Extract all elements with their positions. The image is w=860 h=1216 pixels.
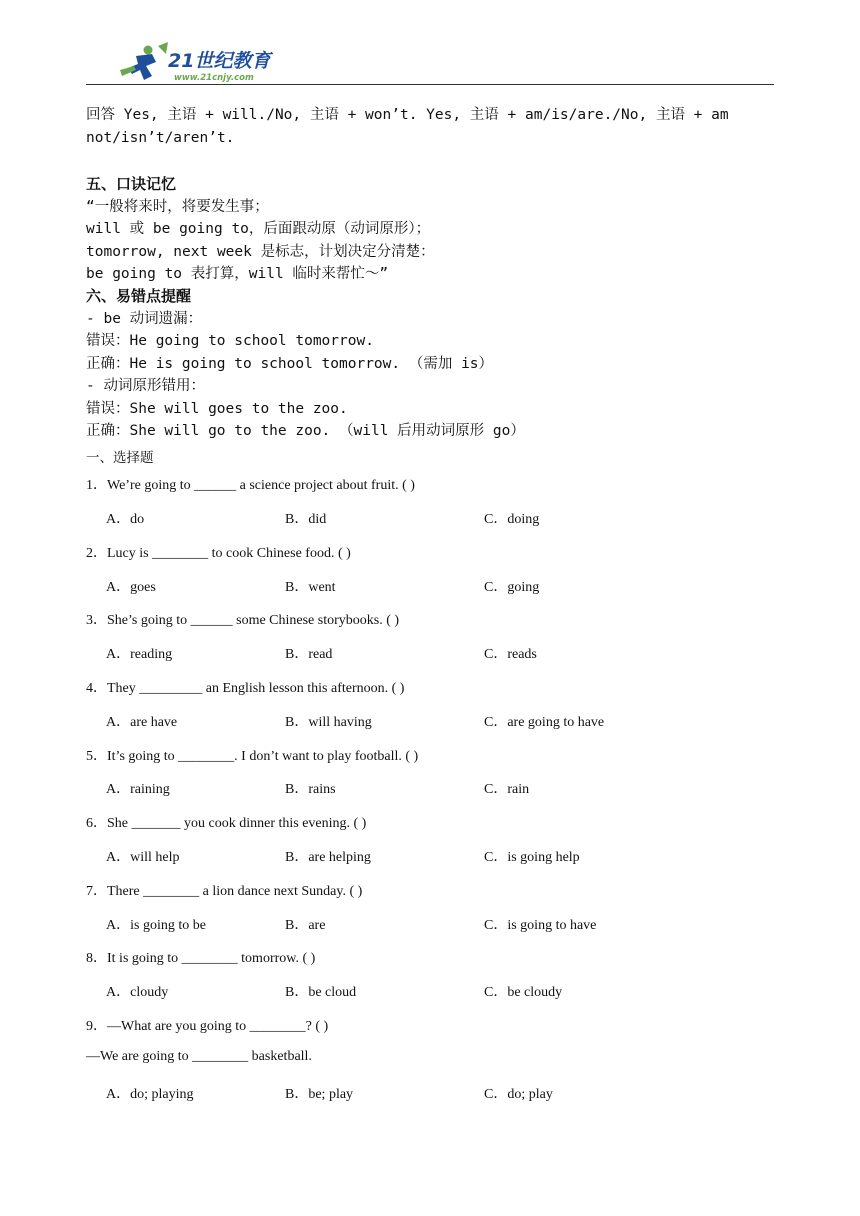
- option-a[interactable]: A．raining: [106, 782, 170, 797]
- option-b[interactable]: B．are helping: [285, 850, 371, 865]
- header-rule: [86, 84, 774, 85]
- option-c[interactable]: C．reads: [484, 647, 537, 662]
- section-mnemonic-title: 五、口诀记忆: [86, 175, 177, 193]
- section-common-errors: [86, 285, 776, 443]
- question-stem: 8．It is going to ________ tomorrow. ( ): [86, 951, 316, 966]
- question-stem: 9．—What are you going to ________? ( ): [86, 1019, 329, 1034]
- option-a[interactable]: A．is going to be: [106, 918, 206, 933]
- option-c[interactable]: C．is going to have: [484, 918, 597, 933]
- option-b[interactable]: B．did: [285, 512, 327, 527]
- option-b[interactable]: B．be cloud: [285, 985, 357, 1000]
- option-c[interactable]: C．is going help: [484, 850, 580, 865]
- section-mnemonic: [86, 173, 776, 286]
- option-c[interactable]: C．going: [484, 580, 540, 595]
- option-b[interactable]: B．will having: [285, 715, 372, 730]
- option-b[interactable]: B．went: [285, 580, 336, 595]
- question-stem-continued: —We are going to ________ basketball.: [86, 1049, 312, 1064]
- mnemonic-line: “一般将来时，将要发生事；: [86, 198, 269, 215]
- error-line: 错误：She will goes to the zoo.: [86, 400, 348, 417]
- question-stem: 4．They _________ an English lesson this afternoon. ( ): [86, 681, 405, 696]
- option-b[interactable]: B．are: [285, 918, 326, 933]
- error-line: - 动词原形错用：: [86, 378, 205, 394]
- question-stem: 1．We’re going to ______ a science project about fruit. ( ): [86, 478, 415, 493]
- option-c[interactable]: C．doing: [484, 512, 540, 527]
- option-a[interactable]: A．do; playing: [106, 1087, 194, 1102]
- error-line: 正确：He is going to school tomorrow. （需加 is）: [86, 355, 494, 372]
- runner-head-icon: [144, 46, 153, 55]
- option-a[interactable]: A．goes: [106, 580, 156, 595]
- question-stem: 7．There ________ a lion dance next Sunday. ( ): [86, 884, 363, 899]
- option-a[interactable]: A．are have: [106, 715, 178, 730]
- option-a[interactable]: A．cloudy: [106, 985, 169, 1000]
- question-stem: 5．It’s going to ________. I don’t want to play football. ( ): [86, 749, 419, 764]
- option-b[interactable]: B．be; play: [285, 1087, 354, 1102]
- error-line: 正确：She will go to the zoo. （will 后用动词原形 go）: [86, 423, 525, 439]
- option-a[interactable]: A．do: [106, 512, 145, 527]
- option-a[interactable]: A．reading: [106, 647, 173, 662]
- error-line: - be 动词遗漏：: [86, 310, 203, 327]
- option-b[interactable]: B．rains: [285, 782, 336, 797]
- question-stem: 3．She’s going to ______ some Chinese storybooks. ( ): [86, 613, 400, 628]
- question-stem: 6．She _______ you cook dinner this evening. ( ): [86, 816, 367, 831]
- error-line: 错误：He going to school tomorrow.: [86, 333, 374, 349]
- answer-note-line-2: not/isn’t/aren’t.: [86, 129, 235, 146]
- exercise-title: 一、选择题: [86, 450, 154, 466]
- mnemonic-line: tomorrow, next week 是标志，计划决定分清楚：: [86, 243, 435, 260]
- answer-note-line-1: 回答 Yes, 主语 + will./No, 主语 + won’t. Yes, 主语 + am/is/are./No, 主语 + am: [86, 107, 729, 123]
- page-header: [86, 40, 774, 86]
- option-c[interactable]: C．rain: [484, 782, 530, 797]
- option-c[interactable]: C．do; play: [484, 1087, 553, 1102]
- section-errors-title: 六、易错点提醒: [86, 287, 192, 305]
- mnemonic-line: be going to 表打算，will 临时来帮忙～”: [86, 266, 389, 282]
- option-c[interactable]: C．are going to have: [484, 715, 605, 730]
- answer-note: [86, 104, 776, 149]
- option-b[interactable]: B．read: [285, 647, 333, 662]
- option-c[interactable]: C．be cloudy: [484, 985, 563, 1000]
- site-logo: [106, 40, 306, 86]
- question-stem: 2．Lucy is ________ to cook Chinese food. ( ): [86, 546, 351, 561]
- option-a[interactable]: A．will help: [106, 850, 180, 865]
- svg-text:www.21cnjy.com: www.21cnjy.com: [174, 73, 254, 83]
- mnemonic-line: will 或 be going to，后面跟动原（动词原形）；: [86, 221, 431, 237]
- svg-text:21世纪教育: 21世纪教育: [168, 50, 271, 72]
